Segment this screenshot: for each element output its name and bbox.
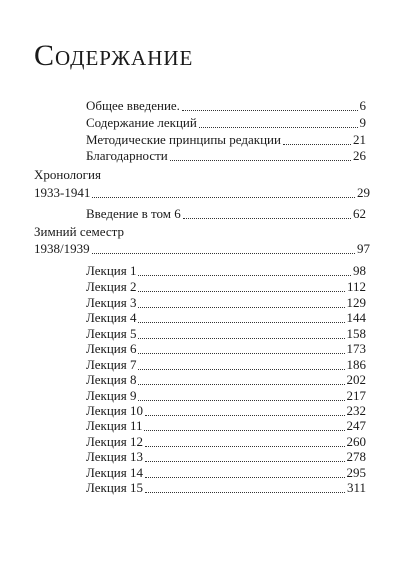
page-title: Содержание	[34, 39, 194, 72]
toc-entry[interactable]	[86, 206, 366, 222]
toc-entry-label: Благодарности	[86, 148, 168, 163]
toc-entry[interactable]	[86, 115, 366, 131]
toc-entry-page: 98	[353, 263, 366, 278]
toc-entry[interactable]	[34, 241, 370, 257]
dot-leader	[138, 297, 344, 308]
toc-entry-page: 158	[346, 326, 366, 341]
dot-leader	[92, 187, 355, 198]
toc-entry-page: 62	[353, 206, 366, 221]
dot-leader	[145, 451, 345, 462]
toc-entry-label: Лекция 15	[86, 480, 143, 495]
toc-entry-label: 1933-1941	[34, 185, 91, 200]
toc-entry-lecture[interactable]	[86, 465, 366, 481]
toc-entry-label: Методические принципы редакции	[86, 132, 281, 147]
toc-entry-lecture[interactable]	[86, 418, 366, 434]
toc-entry-page: 311	[346, 480, 366, 495]
toc-entry-lecture[interactable]	[86, 341, 366, 357]
toc-entry-label: Лекция 14	[86, 465, 143, 480]
toc-entry-page: 29	[357, 185, 370, 200]
toc-entry-page: 260	[346, 434, 366, 449]
toc-entry-page: 9	[359, 115, 366, 130]
toc-entry-page: 97	[357, 241, 370, 256]
toc-entry-page: 278	[346, 449, 366, 464]
section-heading-chronology: Хронология	[34, 167, 101, 182]
dot-leader	[138, 359, 344, 370]
toc-entry-lecture[interactable]	[86, 388, 366, 404]
toc-entry-lecture[interactable]	[86, 480, 366, 496]
toc-entry-label: Лекция 11	[86, 418, 143, 433]
dot-leader	[145, 467, 345, 478]
toc-entry-label: Лекция 2	[86, 279, 137, 294]
toc-entry-label: Лекция 1	[86, 263, 137, 278]
toc-entry-page: 144	[346, 310, 366, 325]
toc-entry-lecture[interactable]	[86, 310, 366, 326]
dot-leader	[138, 281, 345, 292]
toc-entry-label: Лекция 10	[86, 403, 143, 418]
dot-leader	[170, 150, 351, 161]
dot-leader	[138, 265, 351, 276]
toc-entry-lecture[interactable]	[86, 279, 366, 295]
toc-entry[interactable]	[86, 148, 366, 164]
toc-entry-lecture[interactable]	[86, 434, 366, 450]
toc-entry-lecture[interactable]	[86, 449, 366, 465]
toc-entry-lecture[interactable]	[86, 263, 366, 279]
toc-entry-page: 295	[346, 465, 366, 480]
dot-leader	[138, 374, 344, 385]
dot-leader	[199, 117, 358, 128]
toc-entry-label: Лекция 7	[86, 357, 137, 372]
dot-leader	[145, 436, 345, 447]
toc-entry-page: 21	[353, 132, 366, 147]
dot-leader	[283, 134, 351, 145]
toc-entry-page: 6	[359, 98, 366, 113]
toc-entry-page: 217	[346, 388, 366, 403]
toc-entry[interactable]	[86, 132, 366, 148]
toc-entry-lecture[interactable]	[86, 326, 366, 342]
dot-leader	[145, 405, 345, 416]
toc-entry-label: Лекция 12	[86, 434, 143, 449]
dot-leader	[92, 243, 355, 254]
section-heading-winter: Зимний семестр	[34, 224, 124, 239]
toc-entry-page: 26	[353, 148, 366, 163]
toc-entry-lecture[interactable]	[86, 357, 366, 373]
toc-entry-page: 173	[346, 341, 366, 356]
dot-leader	[182, 100, 358, 111]
toc-entry[interactable]	[34, 185, 370, 201]
toc-entry-label: Лекция 5	[86, 326, 137, 341]
toc-entry-label: Лекция 13	[86, 449, 143, 464]
toc-entry-lecture[interactable]	[86, 372, 366, 388]
toc-entry-page: 112	[346, 279, 366, 294]
dot-leader	[138, 328, 344, 339]
toc-entry-label: Введение в том 6	[86, 206, 181, 221]
toc-entry-label: Лекция 9	[86, 388, 137, 403]
dot-leader	[138, 343, 344, 354]
dot-leader	[138, 312, 344, 323]
toc-entry-page: 232	[346, 403, 366, 418]
dot-leader	[138, 390, 344, 401]
toc-entry-label: Лекция 4	[86, 310, 137, 325]
toc-entry-label: Лекция 6	[86, 341, 137, 356]
toc-entry-label: Содержание лекций	[86, 115, 197, 130]
dot-leader	[183, 208, 351, 219]
toc-entry-label: Лекция 8	[86, 372, 137, 387]
toc-entry-lecture[interactable]	[86, 403, 366, 419]
toc-entry-lecture[interactable]	[86, 295, 366, 311]
toc-entry-page: 186	[346, 357, 366, 372]
toc-entry-label: Общее введение.	[86, 98, 180, 113]
toc-entry-page: 129	[346, 295, 366, 310]
toc-entry-page: 202	[346, 372, 366, 387]
toc-entry-page: 247	[346, 418, 366, 433]
toc-entry[interactable]	[86, 98, 366, 114]
toc-entry-label: Лекция 3	[86, 295, 137, 310]
dot-leader	[144, 420, 344, 431]
dot-leader	[145, 482, 345, 493]
toc-entry-label: 1938/1939	[34, 241, 90, 256]
